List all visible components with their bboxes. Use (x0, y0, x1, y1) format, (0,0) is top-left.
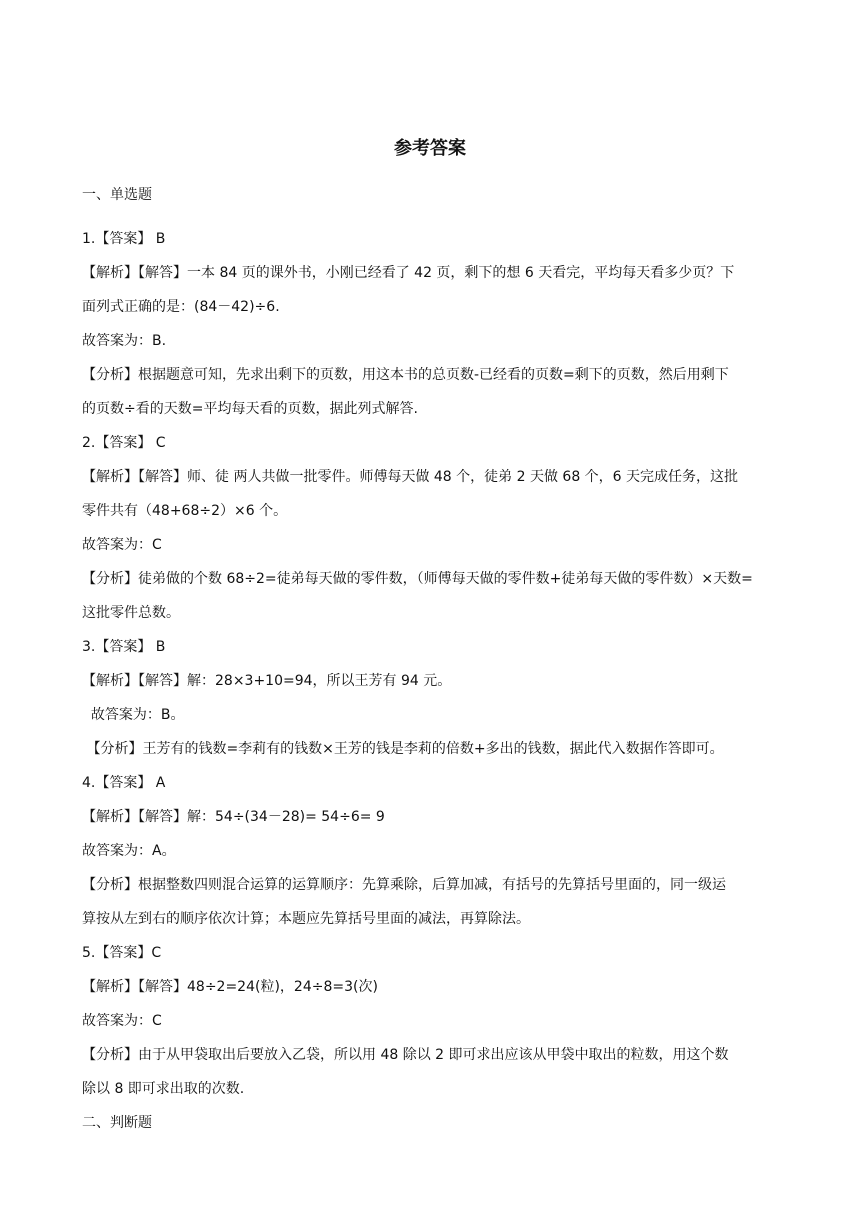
analysis-line: 除以 8 即可求出取的次数. (82, 1081, 245, 1097)
analysis-line: 【分析】根据整数四则混合运算的运算顺序：先算乘除，后算加减，有括号的先算括号里面的，同一级运 (82, 877, 726, 893)
explanation-line: 【解析】【解答】解：28×3+10=94，所以王芳有 94 元。 (82, 673, 452, 689)
answer-line: 4.【答案】 A (82, 775, 166, 791)
result-line: 故答案为：B。 (82, 707, 185, 723)
analysis-line: 【分析】根据题意可知，先求出剩下的页数，用这本书的总页数-已经看的页数=剩下的页数，然后用剩下 (82, 367, 729, 383)
analysis-line: 【分析】由于从甲袋取出后要放入乙袋，所以用 48 除以 2 即可求出应该从甲袋中取出的粒数，用这个数 (82, 1047, 729, 1063)
result-line: 故答案为：C (82, 537, 162, 553)
analysis-line: 【分析】徒弟做的个数 68÷2=徒弟每天做的零件数，（师傅每天做的零件数+徒弟每天做的零件数）×天数= (82, 571, 753, 587)
page-title: 参考答案 (394, 138, 466, 159)
section-heading: 二、判断题 (82, 1115, 152, 1131)
answer-line: 2.【答案】 C (82, 435, 166, 451)
answer-line: 5.【答案】C (82, 945, 162, 961)
analysis-line: 算按从左到右的顺序依次计算；本题应先算括号里面的减法，再算除法。 (82, 911, 530, 927)
section-heading: 一、单选题 (82, 187, 152, 203)
explanation-line: 【解析】【解答】一本 84 页的课外书，小刚已经看了 42 页，剩下的想 6 天看完，平均每天看多少页？下 (82, 265, 735, 281)
explanation-line: 【解析】【解答】师、徒 两人共做一批零件。师傅每天做 48 个，徒弟 2 天做 68 个，6 天完成任务，这批 (82, 469, 739, 485)
explanation-line: 【解析】【解答】解：54÷(34－28)= 54÷6= 9 (82, 809, 385, 825)
analysis-line: 的页数÷看的天数=平均每天看的页数，据此列式解答. (82, 401, 418, 417)
explanation-line: 面列式正确的是：(84－42)÷6. (82, 299, 280, 315)
explanation-line: 【解析】【解答】48÷2=24(粒)，24÷8=3(次) (82, 979, 378, 995)
answer-line: 3.【答案】 B (82, 639, 166, 655)
result-line: 故答案为：A。 (82, 843, 176, 859)
analysis-line: 【分析】王芳有的钱数=李莉有的钱数×王芳的钱是李莉的倍数+多出的钱数，据此代入数据作答即可。 (82, 741, 724, 757)
explanation-line: 零件共有（48+68÷2）×6 个。 (82, 503, 288, 519)
analysis-line: 这批零件总数。 (82, 605, 180, 621)
answer-line: 1.【答案】 B (82, 231, 166, 247)
result-line: 故答案为：C (82, 1013, 162, 1029)
result-line: 故答案为：B. (82, 333, 167, 349)
